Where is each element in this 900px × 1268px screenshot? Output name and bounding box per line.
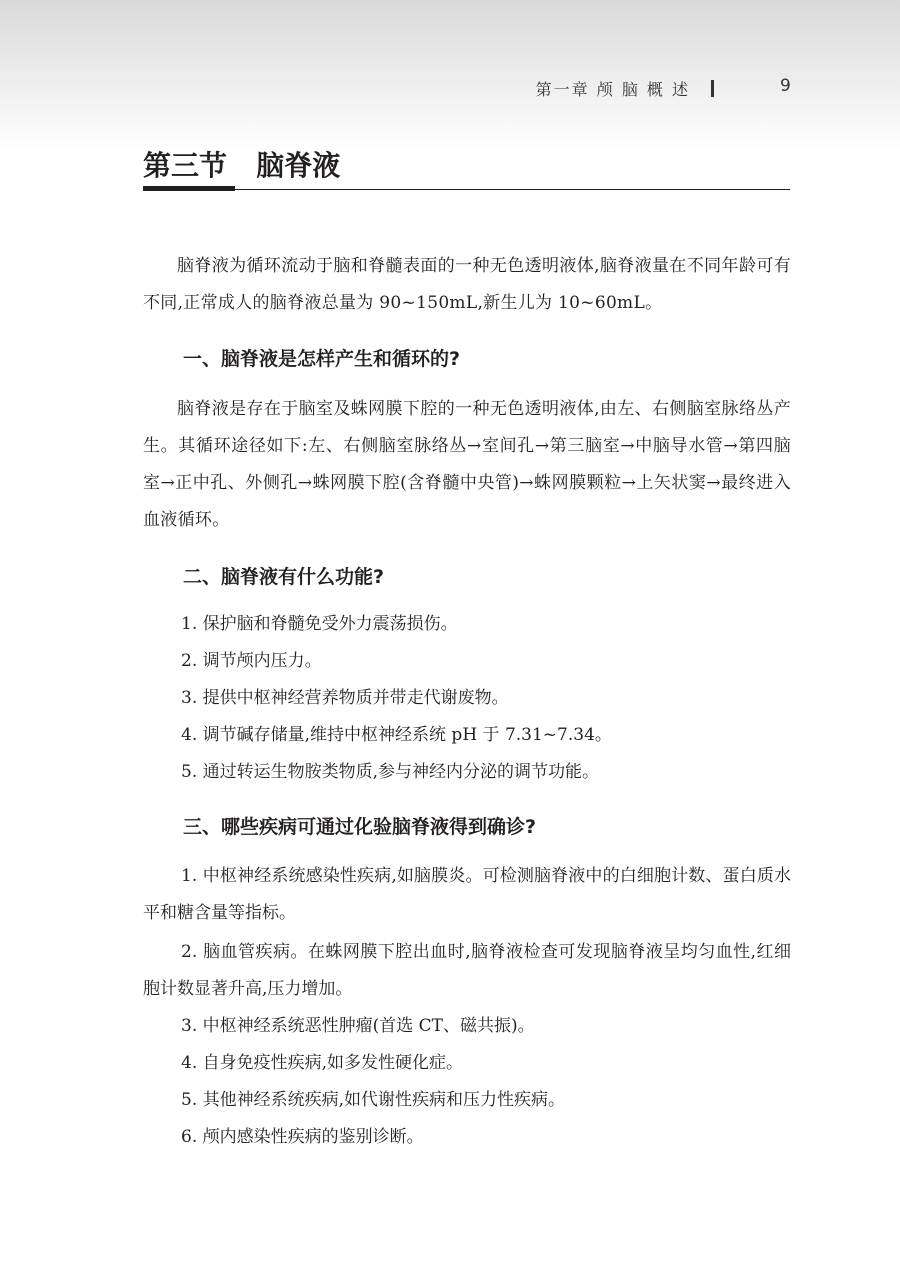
list-item: 2. 调节颅内压力。 <box>181 651 322 671</box>
function-list <box>143 606 791 791</box>
list-item: 3. 中枢神经系统恶性肿瘤(首选 CT、磁共振)。 <box>181 1016 535 1036</box>
question-3-heading: 三、哪些疾病可通过化验脑脊液得到确诊? <box>183 816 537 838</box>
list-item: 1. 保护脑和脊髓免受外力震荡损伤。 <box>181 614 458 634</box>
list-item: 3. 提供中枢神经营养物质并带走代谢废物。 <box>181 688 509 708</box>
question-1-body: 脑脊液是存在于脑室及蛛网膜下腔的一种无色透明液体,由左、右侧脑室脉络丛产生。其循环途径如下:左、右侧脑室脉络丛→室间孔→第三脑室→中脑导水管→第四脑室→正中孔、外侧孔→蛛网膜下腔(含脊髓中央管)→蛛网膜颗粒→上矢状窦→最终进入血液循环。 <box>143 399 791 530</box>
question-2-heading: 二、脑脊液有什么功能? <box>183 566 385 588</box>
header-background <box>0 0 900 150</box>
page-number: 9 <box>780 76 791 96</box>
title-underline <box>143 189 790 190</box>
section-title-block <box>143 140 790 196</box>
title-underline-accent <box>143 186 235 191</box>
page-content <box>143 248 791 1156</box>
list-item: 1. 中枢神经系统感染性疾病,如脑膜炎。可检测脑脊液中的白细胞计数、蛋白质水平和糖含量等指标。 <box>143 866 791 923</box>
list-item: 5. 其他神经系统疾病,如代谢性疾病和压力性疾病。 <box>181 1090 566 1110</box>
section-title: 第三节 脑脊液 <box>143 149 341 182</box>
question-1-heading: 一、脑脊液是怎样产生和循环的? <box>183 348 461 370</box>
list-item: 2. 脑血管疾病。在蛛网膜下腔出血时,脑脊液检查可发现脑脊液呈均匀血性,红细胞计数显著升高,压力增加。 <box>143 942 791 999</box>
list-item: 5. 通过转运生物胺类物质,参与神经内分泌的调节功能。 <box>181 762 600 782</box>
intro-paragraph: 脑脊液为循环流动于脑和脊髓表面的一种无色透明液体,脑脊液量在不同年龄可有不同,正常成人的脑脊液总量为 90~150mL,新生儿为 10~60mL。 <box>143 256 791 313</box>
list-item: 4. 自身免疫性疾病,如多发性硬化症。 <box>181 1053 464 1073</box>
list-item: 4. 调节碱存储量,维持中枢神经系统 pH 于 7.31~7.34。 <box>181 725 612 745</box>
header-divider <box>711 80 714 97</box>
list-item: 6. 颅内感染性疾病的鉴别诊断。 <box>181 1127 424 1147</box>
disease-list <box>143 858 791 1156</box>
chapter-title: 第一章 颅 脑 概 述 <box>535 80 690 99</box>
running-header <box>0 76 900 100</box>
